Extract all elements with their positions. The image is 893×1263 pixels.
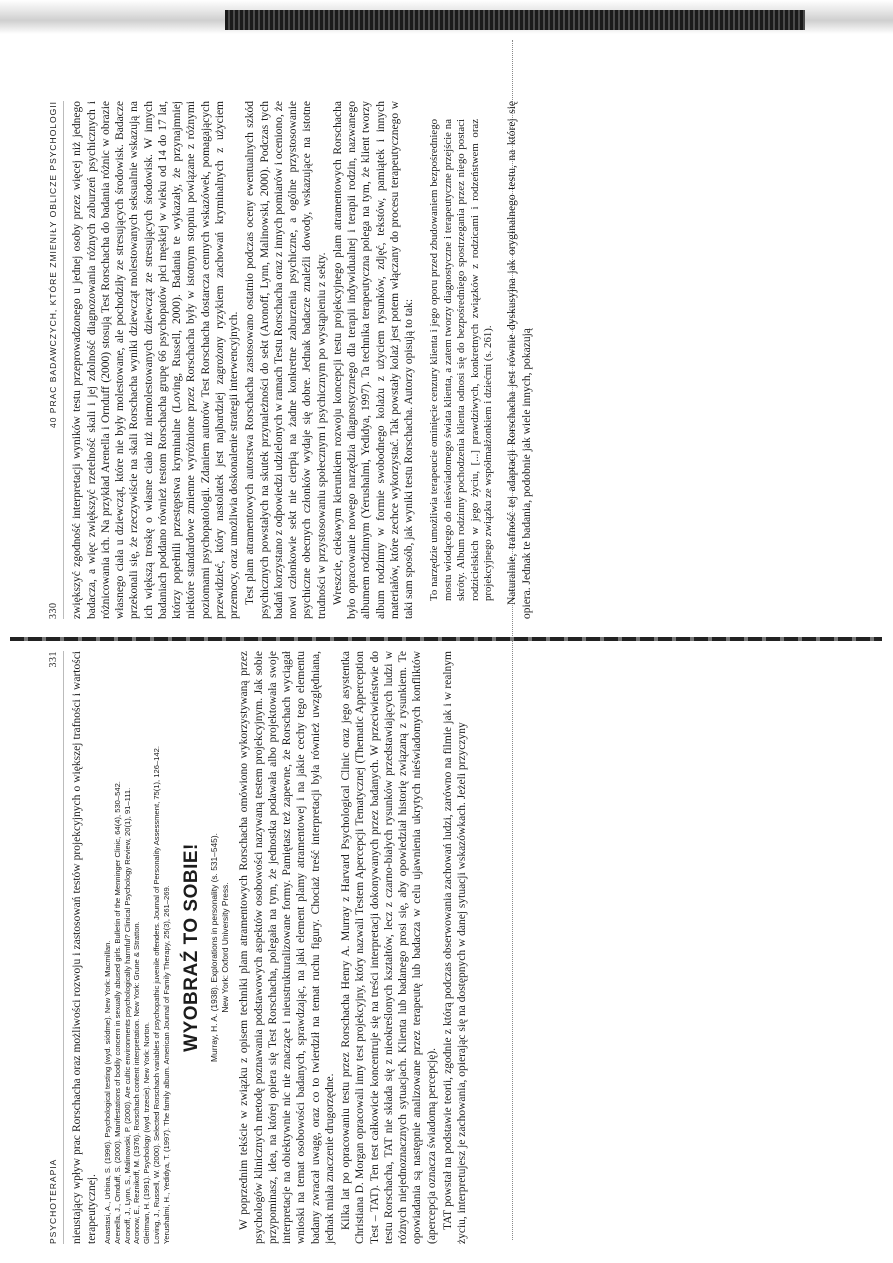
reference-list (103, 651, 172, 1244)
page-divider (10, 637, 882, 641)
paragraph: zwiększyć zgodność interpretacji wyników testu przeprowadzonego u jednej osoby przez więcej niż jednego badacza, a więc zwiększyć rzetelność skali i jej zdolność diagnozowania różnych zaburzeń psychicznych i różnicowania ich. Na przykład Arenella i Ornduff (2000) stosują Test Rorschacha do badania różnic w obrazie własnego ciała u dziewcząt, które nie były molestowane, ale pochodziły ze stresujących środowisk. Badacze przekonali się, że rzeczywiście na skali Rorschacha wyniki dziewcząt molestowanych seksualnie wskazują na ich większą troskę o własne ciało niż niemolestowanych dziewcząt ze stresujących środowisk. W innych badaniach poddano również testom Rorschacha grupę 66 psychopatów płci męskiej w wieku od 14 do 17 lat, którzy popełnili przestępstwa kryminalne (Loving, Russell, 2000). Badania te wykazały, że przynajmniej niektóre standardowe zmienne wyróżnione przez Rorschacha były w istotnym stopniu powiązane z różnymi poziomami psychopatologii. Zdaniem autorów Test Rorschacha dostarcza cennych wskazówek, pomagających przewidzieć, który nastolatek jest najbardziej zagrożony ryzykiem zachowań kryminalnych z użyciem przemocy, oraz umożliwia doskonalenie strategii interwencyjnych. (71, 101, 241, 619)
right-page-region (40, 645, 865, 1250)
paragraph: W poprzednim tekście w związku z opisem techniki plam atramentowych Rorschacha omówiono wykorzystywaną przez psychologów klinicznych metodę poznawania podstawowych aspektów osobowości nazywaną testem projekcyjnym. Jak sobie przypominasz, idea, na której opiera się Test Rorschacha, polegała na tym, że jednostka podawała albo projektowała swoje interpretacje na obiektywnie nic nie znaczące i nieustrukturalizowane formy. Pamiętasz też zapewne, że Rorschach wyciągał wnioski na temat osobowości badanych, sprawdzając, na jaki element plamy atramentowej i na jakie cechy tego elementu badany zwracał uwagę, oraz co to twierdził na temat ruchu figury. Chociaż treść interpretacji była również uwzględniana, jednak miała znaczenie drugorzędne. (238, 651, 336, 1244)
page-number: 330 (48, 602, 59, 619)
section-title: WYOBRAŹ TO SOBIE! (180, 843, 202, 1052)
paragraph: Kilka lat po opracowaniu testu przez Rorschacha Henry A. Murray z Harvard Psychological Clinic oraz jego asystentka Christiana D. Morgan opracowali inny test projekcyjny, który nazwali Testem Apercepcji Tematycznej (Thematic Apperception Test – TAT). Ten test całkowicie koncentruje się na treści interpretacji dokonywanych przez badanych. W przeciwieństwie do testu Rorschacha, TAT nie składa się z nieokreślonych kształtów, lecz z czarno-białych rysunków przedstawiających ludzi w różnych niejednoznacznych sytuacjach. Klienta lub badanego prosi się, aby opowiedział historię związaną z rysunkiem. Te opowiadania są następnie analizowane przez terapeutę lub badacza w celu ujawnienia ukrytych nieświadomych konfliktów (apercepcja oznacza świadomą percepcję). (340, 651, 438, 1244)
page-number: 331 (48, 651, 59, 668)
paragraph: Naturalnie, trafność tej adaptacji Rorschacha jest równie dyskusyjna jak oryginalnego testu, na której się opiera. Jednak te badania, podobnie jak wiele innych, pokazują (506, 101, 533, 619)
reference-item: Arenella, J., Ornduff, S. (2000). Manifestations of bodily concern in sexually abused girls. Bulletin of the Menninger Clinic, 64(4), 530–542. (112, 781, 122, 1244)
page-331 (40, 645, 865, 1250)
scan-artifact-bar (225, 10, 805, 30)
reference-item: Aronoff, J., Lynn, S., Malinowski, P. (2000). Are cultic environments psychologically harmful? Clinical Psychology Review, 20(1), 91–111. (122, 787, 132, 1244)
page-330 (40, 95, 865, 625)
running-head (48, 651, 64, 1244)
left-page-region (40, 95, 865, 625)
paragraph: TAT powstał na podstawie teorii, zgodnie z którą podczas obserwowania zachowań ludzi, zarówno na filmie jak i w realnym życiu, interpretujesz je zachowania, opierając się na dostępnych w danej sytuacji wskazówkach. Jeżeli przyczyny (441, 651, 469, 1244)
reference-item: Anastasi, A., Urbina, S. (1996). Psychological testing (wyd. siódme). New York: Macmillan. (102, 940, 112, 1244)
source-line: Murray, H. A. (1938). Explorations in personality (s. 531–545). (209, 833, 220, 1062)
running-head (48, 101, 64, 619)
reference-item: Gleitman, H. (1991). Psychology (wyd. trzecie). New York: Norton. (142, 1022, 152, 1244)
running-head-title: 40 PRAC BADAWCZYCH, KTÓRE ZMIENIŁY OBLICZE PSYCHOLOGII (48, 101, 58, 429)
paragraph: Test plam atramentowych autorstwa Rorschacha zastosowano ostatnio podczas oceny ewentualnych szkód psychicznych powstałych na skutek przynależności do sekt (Aronoff, Lynn, Malinowski, 2000). Podczas tych badań korzystano z odpowiedzi udzielonych w ramach Testu Rorschacha oraz z innych pomiarów i oceniono, że nowi członkowie sekt nie cierpią na żadne konkretne zaburzenia psychiczne, a ogólne przystosowanie psychiczne obecnych członków wydaje się dobre. Jednak badacze znaleźli dowody, wskazujące na istotne trudności w przystosowaniu społecznym i psychicznym po wystąpieniu z sekty. (244, 101, 328, 619)
reference-item: Loving, J., Russell, W. (2000). Selected Rorschach variables of psychopathic juvenile offenders. Journal of Personality Assessment, 75(1), 126–142. (152, 746, 162, 1244)
paragraph: Wreszcie, ciekawym kierunkiem rozwoju koncepcji testu projekcyjnego plam atramentowych Rorschacha było opracowanie nowego narzędzia diagnostycznego dla terapii indywidualnej i terapii rodzin, nazwanego albumem rodzinnym (Yerushalmi, Yedidya, 1997). Ta technika terapeutyczna polega na tym, że klient tworzy album rodzinny w formie swobodnego kolażu z użyciem rysunków, zdjęć, tekstów, pamiątek i innych materiałów, które zechce wykorzystać. Tak powstały kolaż jest potem włączany do procesu terapeutycznego w taki sam sposób, jak wyniki testu Rorschacha. Autorzy opisują to tak: (331, 101, 416, 619)
source-citation (209, 651, 231, 1244)
reference-item: Aronow, E., Reznikoff, M. (1976). Rorschach content interpretation. New York: Grune & Stratton. (132, 921, 142, 1244)
running-head-title: PSYCHOTERAPIA (48, 1158, 58, 1244)
reference-item: Yerushalmi, H., Yedidya, T. (1997). The family album. American Journal of Family Therapy, 25(3), 261–269. (162, 885, 172, 1244)
paragraph: nieustający wpływ prac Rorschacha oraz możliwości rozwoju i zastosowań testów projekcyjnych o większej trafności i wartości terapeutycznej. (71, 651, 98, 1244)
block-quote: To narzędzie umożliwia terapeucie ominięcie cenzury klienta i jego oporu przed zbudowaniem bezpośredniego mostu wiodącego do nieświadomego świata klienta, a zatem tworzy diagnostyczne i terapeutyczne przejście na skróty. Album rodzinny pochodzenia klienta odnosi się do bezpośredniego spostrzegania przez niego postaci rodzicielskich w jego życiu, [...] prawdziwych, konkretnych związków z rodzicami i rodzeństwem oraz projekcyjnego związku ze współmałżonkiem i dziećmi (s. 261). (428, 119, 494, 601)
source-line: New York: Oxford University Press. (220, 882, 231, 1013)
